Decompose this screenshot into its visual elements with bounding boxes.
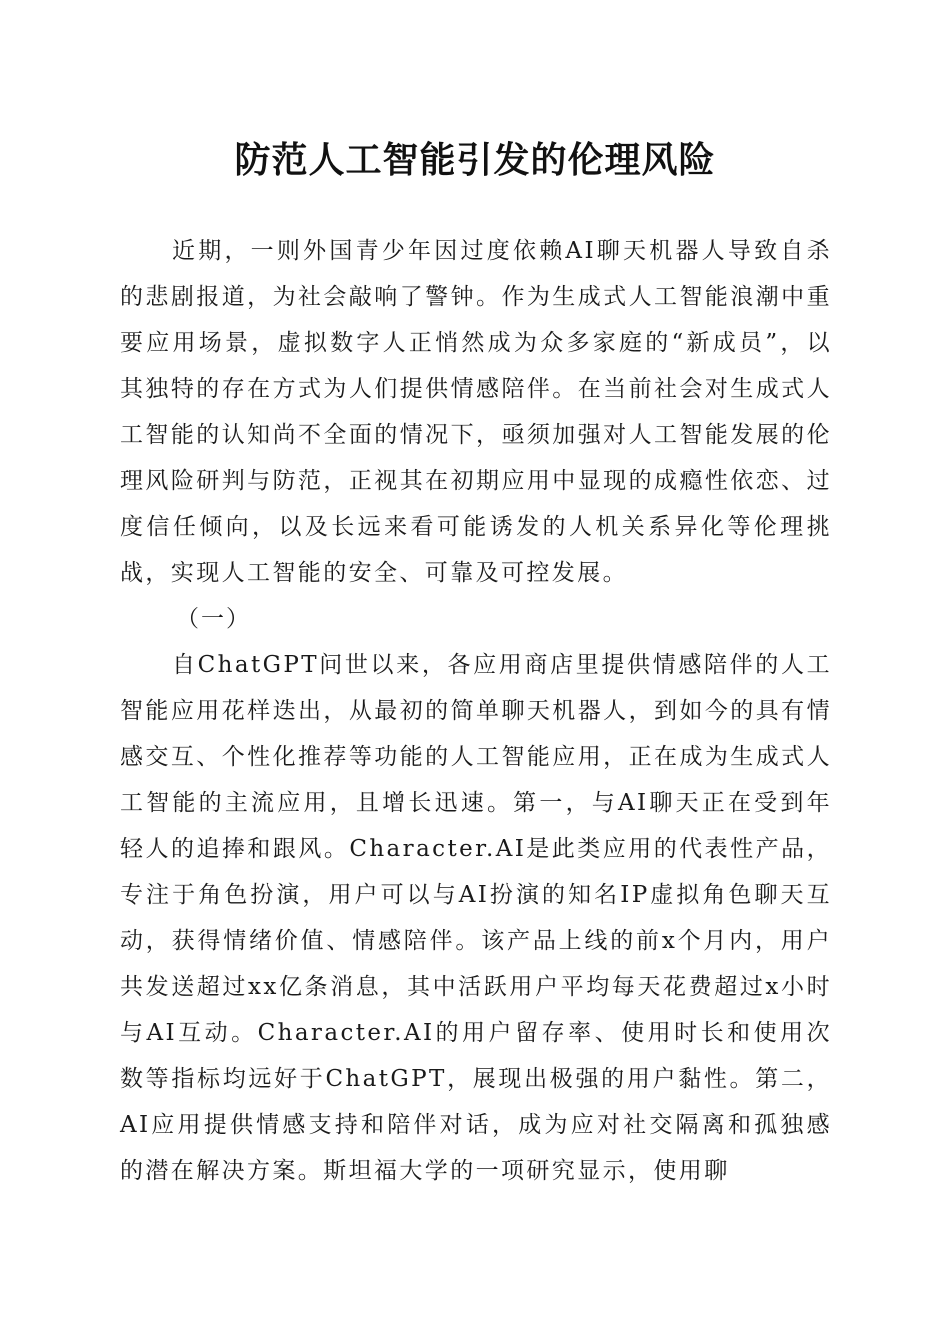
document-body (120, 228, 832, 1194)
section-heading: （一） (176, 606, 251, 632)
intro-paragraph: 近期，一则外国青少年因过度依赖AI聊天机器人导致自杀的悲剧报道，为社会敲响了警钟。作为生成式人工智能浪潮中重要应用场景，虚拟数字人正悄然成为众多家庭的“新成员”，以其独特的存在方式为人们提供情感陪伴。在当前社会对生成式人工智能的认知尚不全面的情况下，亟须加强对人工智能发展的伦理风险研判与防范，正视其在初期应用中显现的成瘾性依恋、过度信任倾向，以及长远来看可能诱发的人机关系异化等伦理挑战，实现人工智能的安全、可靠及可控发展。 (120, 238, 832, 586)
document-title: 防范人工智能引发的伦理风险 (234, 139, 716, 181)
section-paragraph: 自ChatGPT问世以来，各应用商店里提供情感陪伴的人工智能应用花样迭出，从最初的简单聊天机器人，到如今的具有情感交互、个性化推荐等功能的人工智能应用，正在成为生成式人工智能的主流应用，且增长迅速。第一，与AI聊天正在受到年轻人的追捧和跟风。Character.AI是此类应用的代表性产品，专注于角色扮演，用户可以与AI扮演的知名IP虚拟角色聊天互动，获得情绪价值、情感陪伴。该产品上线的前x个月内，用户共发送超过xx亿条消息，其中活跃用户平均每天花费超过x小时与AI互动。Character.AI的用户留存率、使用时长和使用次数等指标均远好于ChatGPT，展现出极强的用户黏性。第二，AI应用提供情感支持和陪伴对话，成为应对社交隔离和孤独感的潜在解决方案。斯坦福大学的一项研究显示，使用聊 (120, 652, 832, 1184)
